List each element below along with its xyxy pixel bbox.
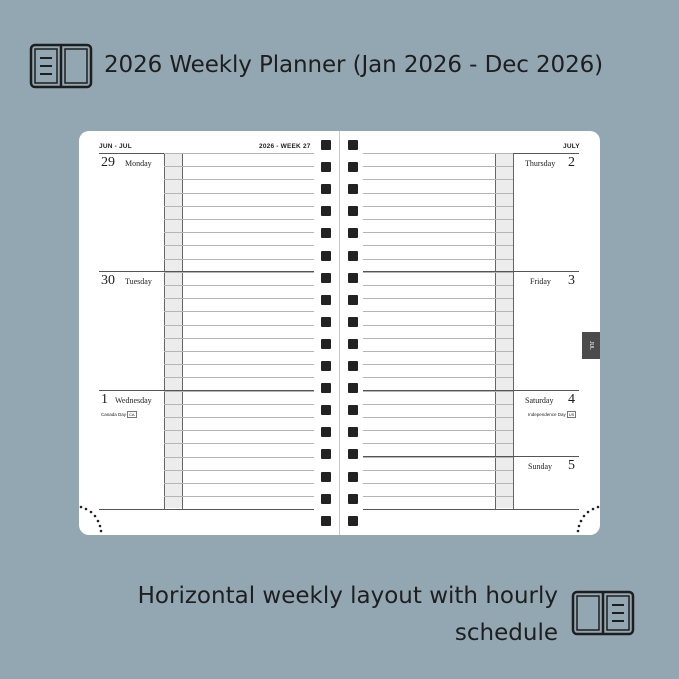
writing-line	[363, 325, 513, 326]
writing-line	[164, 179, 314, 180]
writing-line	[363, 166, 513, 167]
writing-line	[164, 325, 314, 326]
spiral-ring	[348, 339, 358, 349]
writing-line	[164, 245, 314, 246]
spiral-ring	[321, 339, 331, 349]
writing-line	[164, 351, 314, 352]
spiral-ring	[321, 273, 331, 283]
week-label: 2026 - WEEK 27	[259, 143, 311, 150]
spiral-ring	[348, 361, 358, 371]
spiral-ring	[348, 516, 358, 526]
writing-line	[363, 443, 513, 444]
spiral-ring	[348, 140, 358, 150]
planner-left-page	[79, 131, 339, 535]
writing-line	[164, 470, 314, 471]
writing-line	[164, 166, 314, 167]
left-month-label: JUN - JUL	[99, 143, 132, 150]
open-book-icon	[29, 41, 93, 91]
spiral-ring	[348, 449, 358, 459]
spiral-ring	[348, 494, 358, 504]
writing-line	[164, 232, 314, 233]
writing-line	[164, 430, 314, 431]
writing-line	[164, 377, 314, 378]
right-month-label: JULY	[563, 143, 580, 150]
right-day-rule-1	[363, 271, 579, 272]
writing-line	[164, 338, 314, 339]
writing-line	[164, 404, 314, 405]
page-title: 2026 Weekly Planner (Jan 2026 - Dec 2026)	[104, 52, 604, 78]
day-number: 30	[101, 273, 115, 288]
right-hour-column	[495, 154, 513, 508]
writing-line	[363, 285, 513, 286]
writing-line	[363, 417, 513, 418]
right-day-rule-2	[363, 390, 579, 391]
writing-line	[363, 430, 513, 431]
writing-line	[363, 232, 513, 233]
spiral-ring	[348, 383, 358, 393]
footer-caption	[98, 578, 558, 652]
writing-line	[164, 457, 314, 458]
writing-line	[363, 259, 513, 260]
day-name: Sunday	[528, 462, 552, 471]
left-day-rule-2	[99, 390, 314, 391]
day-name: Monday	[125, 159, 152, 168]
day-name: Thursday	[525, 159, 556, 168]
day-number: 1	[101, 392, 108, 407]
spiral-ring	[321, 317, 331, 327]
day-number: 5	[568, 458, 575, 473]
writing-line	[164, 193, 314, 194]
writing-line	[164, 483, 314, 484]
spiral-ring	[348, 251, 358, 261]
spiral-ring	[321, 472, 331, 482]
spiral-ring	[348, 295, 358, 305]
writing-line	[164, 311, 314, 312]
writing-line	[164, 496, 314, 497]
right-day-rule-3	[363, 456, 579, 457]
writing-line	[363, 364, 513, 365]
spiral-ring	[321, 494, 331, 504]
writing-line	[164, 364, 314, 365]
holiday-label	[528, 411, 576, 418]
spiral-ring	[348, 317, 358, 327]
planner-right-page	[340, 131, 600, 535]
holiday-name: Independence Day	[528, 412, 566, 417]
writing-line	[363, 206, 513, 207]
spiral-ring	[348, 206, 358, 216]
spiral-ring	[321, 405, 331, 415]
writing-line	[164, 219, 314, 220]
writing-line	[363, 245, 513, 246]
spiral-ring	[348, 162, 358, 172]
day-name: Tuesday	[125, 277, 152, 286]
day-number: 29	[101, 155, 115, 170]
writing-line	[164, 417, 314, 418]
writing-line	[363, 470, 513, 471]
writing-line	[363, 153, 513, 154]
spiral-ring	[321, 361, 331, 371]
right-bottom-rule	[363, 509, 579, 510]
spiral-ring	[321, 162, 331, 172]
left-bottom-rule	[99, 509, 314, 510]
open-book-icon	[571, 588, 635, 638]
spiral-ring	[321, 516, 331, 526]
left-hour-column	[164, 154, 182, 508]
corner-dots-decoration	[79, 501, 109, 535]
day-name: Friday	[530, 277, 551, 286]
day-name: Wednesday	[115, 396, 152, 405]
holiday-badge: US	[568, 412, 575, 417]
day-number: 2	[568, 155, 575, 170]
day-number: 4	[568, 392, 575, 407]
writing-line	[164, 206, 314, 207]
holiday-name: Canada Day	[101, 412, 127, 417]
spiral-ring	[321, 251, 331, 261]
footer-caption-line-2: schedule	[454, 620, 558, 646]
spiral-ring	[321, 383, 331, 393]
writing-line	[164, 298, 314, 299]
spiral-ring	[321, 295, 331, 305]
writing-line	[164, 285, 314, 286]
writing-line	[363, 193, 513, 194]
writing-line	[363, 219, 513, 220]
writing-line	[363, 496, 513, 497]
spiral-ring	[348, 427, 358, 437]
writing-line	[363, 311, 513, 312]
planner-spine	[339, 131, 340, 535]
holiday-badge: CA	[129, 412, 135, 417]
writing-line	[363, 404, 513, 405]
writing-line	[363, 377, 513, 378]
spiral-ring	[348, 405, 358, 415]
spiral-ring	[321, 140, 331, 150]
day-name: Saturday	[525, 396, 554, 405]
spiral-ring	[321, 206, 331, 216]
spiral-ring	[348, 472, 358, 482]
writing-line	[363, 298, 513, 299]
spiral-ring	[321, 184, 331, 194]
writing-line	[363, 179, 513, 180]
holiday-label	[101, 411, 137, 418]
spiral-ring	[348, 273, 358, 283]
writing-line	[363, 483, 513, 484]
spiral-ring	[348, 228, 358, 238]
left-day-rule-1	[99, 271, 314, 272]
corner-dots-decoration	[570, 501, 600, 535]
day-number: 3	[568, 273, 575, 288]
month-tab[interactable]: JUL	[582, 332, 600, 359]
spiral-ring	[321, 427, 331, 437]
footer-caption-line-1: Horizontal weekly layout with hourly	[137, 583, 558, 609]
writing-line	[363, 338, 513, 339]
spiral-ring	[321, 228, 331, 238]
writing-line	[164, 153, 314, 154]
writing-line	[164, 443, 314, 444]
writing-line	[363, 351, 513, 352]
writing-line	[164, 259, 314, 260]
spiral-ring	[321, 449, 331, 459]
spiral-ring	[348, 184, 358, 194]
